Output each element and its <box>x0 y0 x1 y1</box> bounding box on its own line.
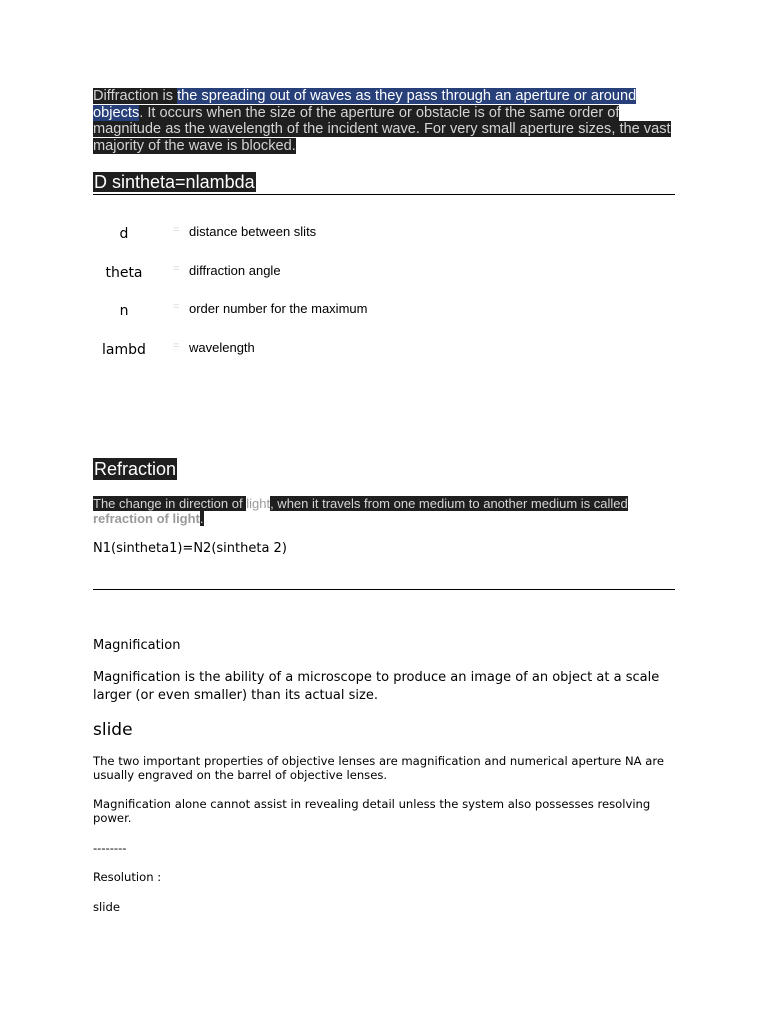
variable-symbol: lambd <box>102 342 146 358</box>
slide-footer-label: slide <box>93 900 120 914</box>
horizontal-divider <box>93 589 675 590</box>
magnification-alone-paragraph: Magnification alone cannot assist in revealing detail unless the system also possesses resolving power. <box>93 797 651 825</box>
magnification-title: Magnification <box>93 638 181 653</box>
refraction-paragraph <box>93 496 675 527</box>
diffraction-lead: Diffraction is <box>93 88 178 104</box>
variable-row <box>93 301 675 325</box>
resolution-label: Resolution : <box>93 870 162 884</box>
variable-equals: = <box>173 263 180 275</box>
diffraction-formula-text: D sintheta=nlambda <box>94 172 255 192</box>
variable-symbol: d <box>119 226 129 242</box>
diffraction-formula-heading <box>93 171 675 195</box>
dash-separator: -------- <box>93 841 127 855</box>
diffraction-paragraph <box>93 88 675 154</box>
refraction-text-part1: The change in direction of <box>93 496 247 511</box>
refraction-text-end: . <box>199 511 204 527</box>
variable-symbol: theta <box>105 265 143 281</box>
diffraction-rest: . It occurs when the size of the aperture or obstacle is of the same order of magnitude as the wavelength of the incident wave. For very small aperture sizes, the vast majority of the wave is blocked. <box>93 104 671 154</box>
refraction-defined-term: refraction of light <box>93 511 200 527</box>
variable-row <box>93 263 675 287</box>
variable-equals: = <box>173 224 180 236</box>
variable-row <box>93 340 675 364</box>
magnification-paragraph: Magnification is the ability of a microscope to produce an image of an object at a scale larger (or even smaller) than its actual size. <box>93 670 660 703</box>
slide-heading: slide <box>93 720 133 740</box>
variable-description: diffraction angle <box>189 263 281 278</box>
snell-law-formula: N1(sintheta1)=N2(sintheta 2) <box>93 541 287 556</box>
variable-description: distance between slits <box>189 224 317 239</box>
variable-description: order number for the maximum <box>189 301 368 316</box>
diffraction-definition-highlight: the spreading out of waves as they pass through an aperture or around objects <box>93 88 637 121</box>
variable-symbol: n <box>119 303 129 319</box>
refraction-light-term: light <box>246 496 271 511</box>
variable-row <box>93 224 675 248</box>
variable-equals: = <box>173 340 180 352</box>
refraction-heading: Refraction <box>94 459 177 479</box>
objective-lenses-paragraph: The two important properties of objective lenses are magnification and numerical aperture NA are usually engraved on the barrel of objective lenses. <box>93 754 665 782</box>
refraction-text-part2: , when it travels from one medium to another medium is called <box>270 496 628 511</box>
variable-equals: = <box>173 301 180 313</box>
variable-description: wavelength <box>189 340 255 355</box>
